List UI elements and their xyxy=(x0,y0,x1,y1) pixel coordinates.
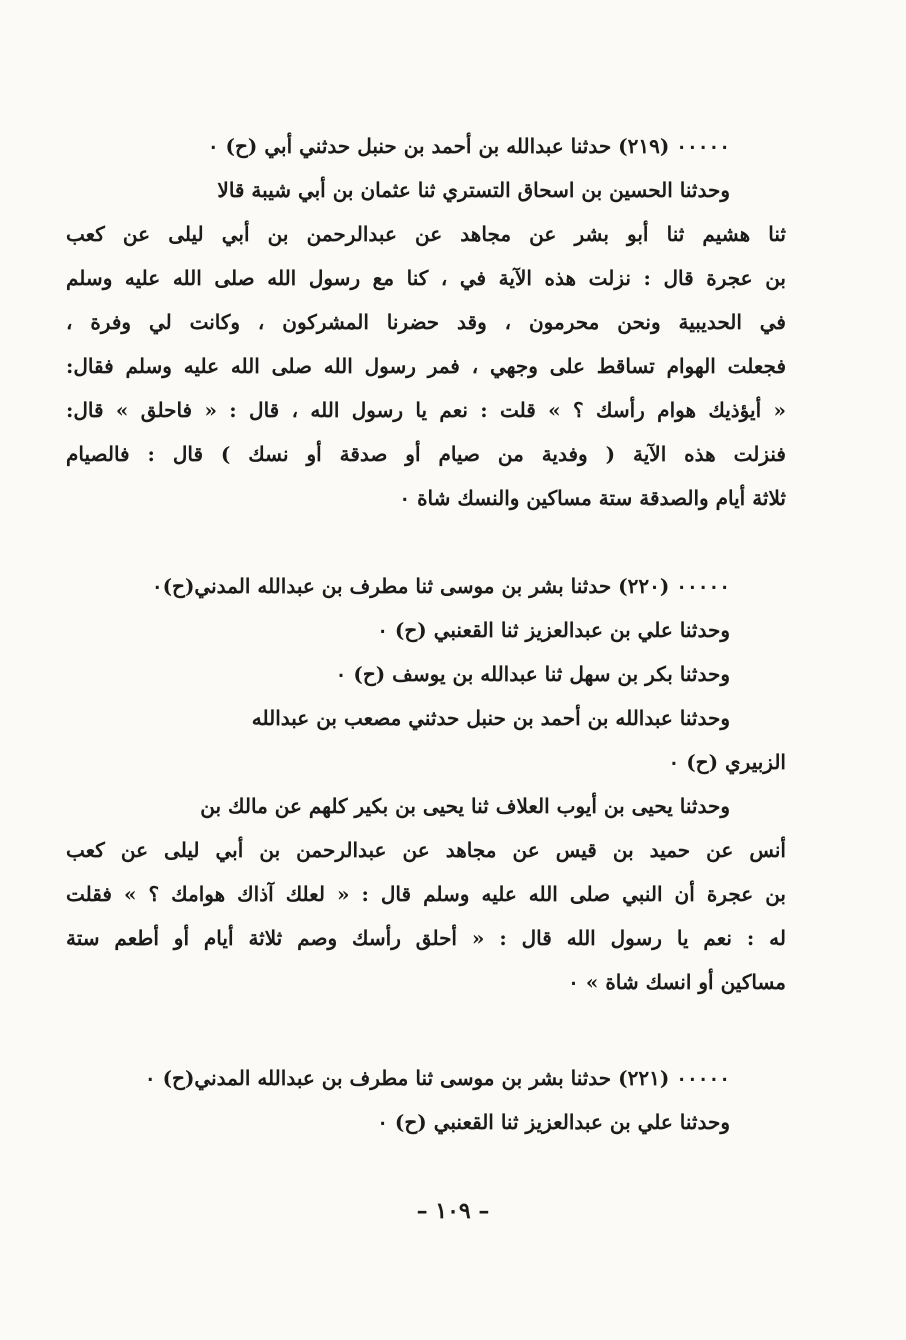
hadith-220-line-2: وحدثنا علي بن عبدالعزيز ثنا القعنبي (ح) ٠ xyxy=(377,618,730,642)
hadith-219-line-2: وحدثنا الحسين بن اسحاق التستري ثنا عثمان بن أبي شيبة قالا xyxy=(217,178,730,202)
hadith-220-line-9: له : نعم يا رسول الله قال : « أحلق رأسك وصم ثلاثة أيام أو أطعم ستة xyxy=(66,926,786,950)
hadith-220-line-3: وحدثنا بكر بن سهل ثنا عبدالله بن يوسف (ح) ٠ xyxy=(335,662,730,686)
page-number: – ١٠٩ – xyxy=(416,1198,490,1224)
hadith-220-line-1: ٠٠٠٠٠ (٢٢٠) حدثنا بشر بن موسى ثنا مطرف بن عبدالله المدني(ح)٠ xyxy=(151,574,730,598)
hadith-219-line-4: بن عجرة قال : نزلت هذه الآية في ، كنا مع رسول الله صلى الله عليه وسلم xyxy=(66,266,786,290)
hadith-219-block xyxy=(66,124,786,520)
hadith-221-block xyxy=(66,1056,786,1144)
hadith-221-line-2: وحدثنا علي بن عبدالعزيز ثنا القعنبي (ح) ٠ xyxy=(377,1110,730,1134)
hadith-219-line-8: فنزلت هذه الآية ( وفدية من صيام أو صدقة أو نسك ) قال : فالصيام xyxy=(66,442,786,466)
hadith-220-line-10: مساكين أو انسك شاة » ٠ xyxy=(568,970,786,994)
hadith-221-line-1: ٠٠٠٠٠ (٢٢١) حدثنا بشر بن موسى ثنا مطرف بن عبدالله المدني(ح) ٠ xyxy=(144,1066,730,1090)
hadith-220-line-4: وحدثنا عبدالله بن أحمد بن حنبل حدثني مصعب بن عبدالله xyxy=(251,706,730,730)
hadith-219-line-1: ٠٠٠٠٠ (٢١٩) حدثنا عبدالله بن أحمد بن حنبل حدثني أبي (ح) ٠ xyxy=(207,134,730,158)
hadith-219-line-7: « أيؤذيك هوام رأسك ؟ » قلت : نعم يا رسول الله ، قال : « فاحلق » قال: xyxy=(66,398,786,422)
hadith-219-line-5: في الحديبية ونحن محرمون ، وقد حضرنا المشركون ، وكانت لي وفرة ، xyxy=(66,310,786,334)
hadith-219-line-3: ثنا هشيم ثنا أبو بشر عن مجاهد عن عبدالرحمن بن أبي ليلى عن كعب xyxy=(66,222,786,246)
hadith-220-block xyxy=(66,564,786,1004)
hadith-220-line-7: أنس عن حميد بن قيس عن مجاهد عن عبدالرحمن بن أبي ليلى عن كعب xyxy=(66,838,786,862)
hadith-219-line-9: ثلاثة أيام والصدقة ستة مساكين والنسك شاة ٠ xyxy=(399,486,786,510)
hadith-220-line-8: بن عجرة أن النبي صلى الله عليه وسلم قال : « لعلك آذاك هوامك ؟ » فقلت xyxy=(66,882,786,906)
hadith-220-line-5: الزبيري (ح) ٠ xyxy=(668,750,786,774)
hadith-219-line-6: فجعلت الهوام تساقط على وجهي ، فمر رسول الله صلى الله عليه وسلم فقال: xyxy=(66,354,786,378)
hadith-220-line-6: وحدثنا يحيى بن أيوب العلاف ثنا يحيى بن بكير كلهم عن مالك بن xyxy=(200,794,730,818)
